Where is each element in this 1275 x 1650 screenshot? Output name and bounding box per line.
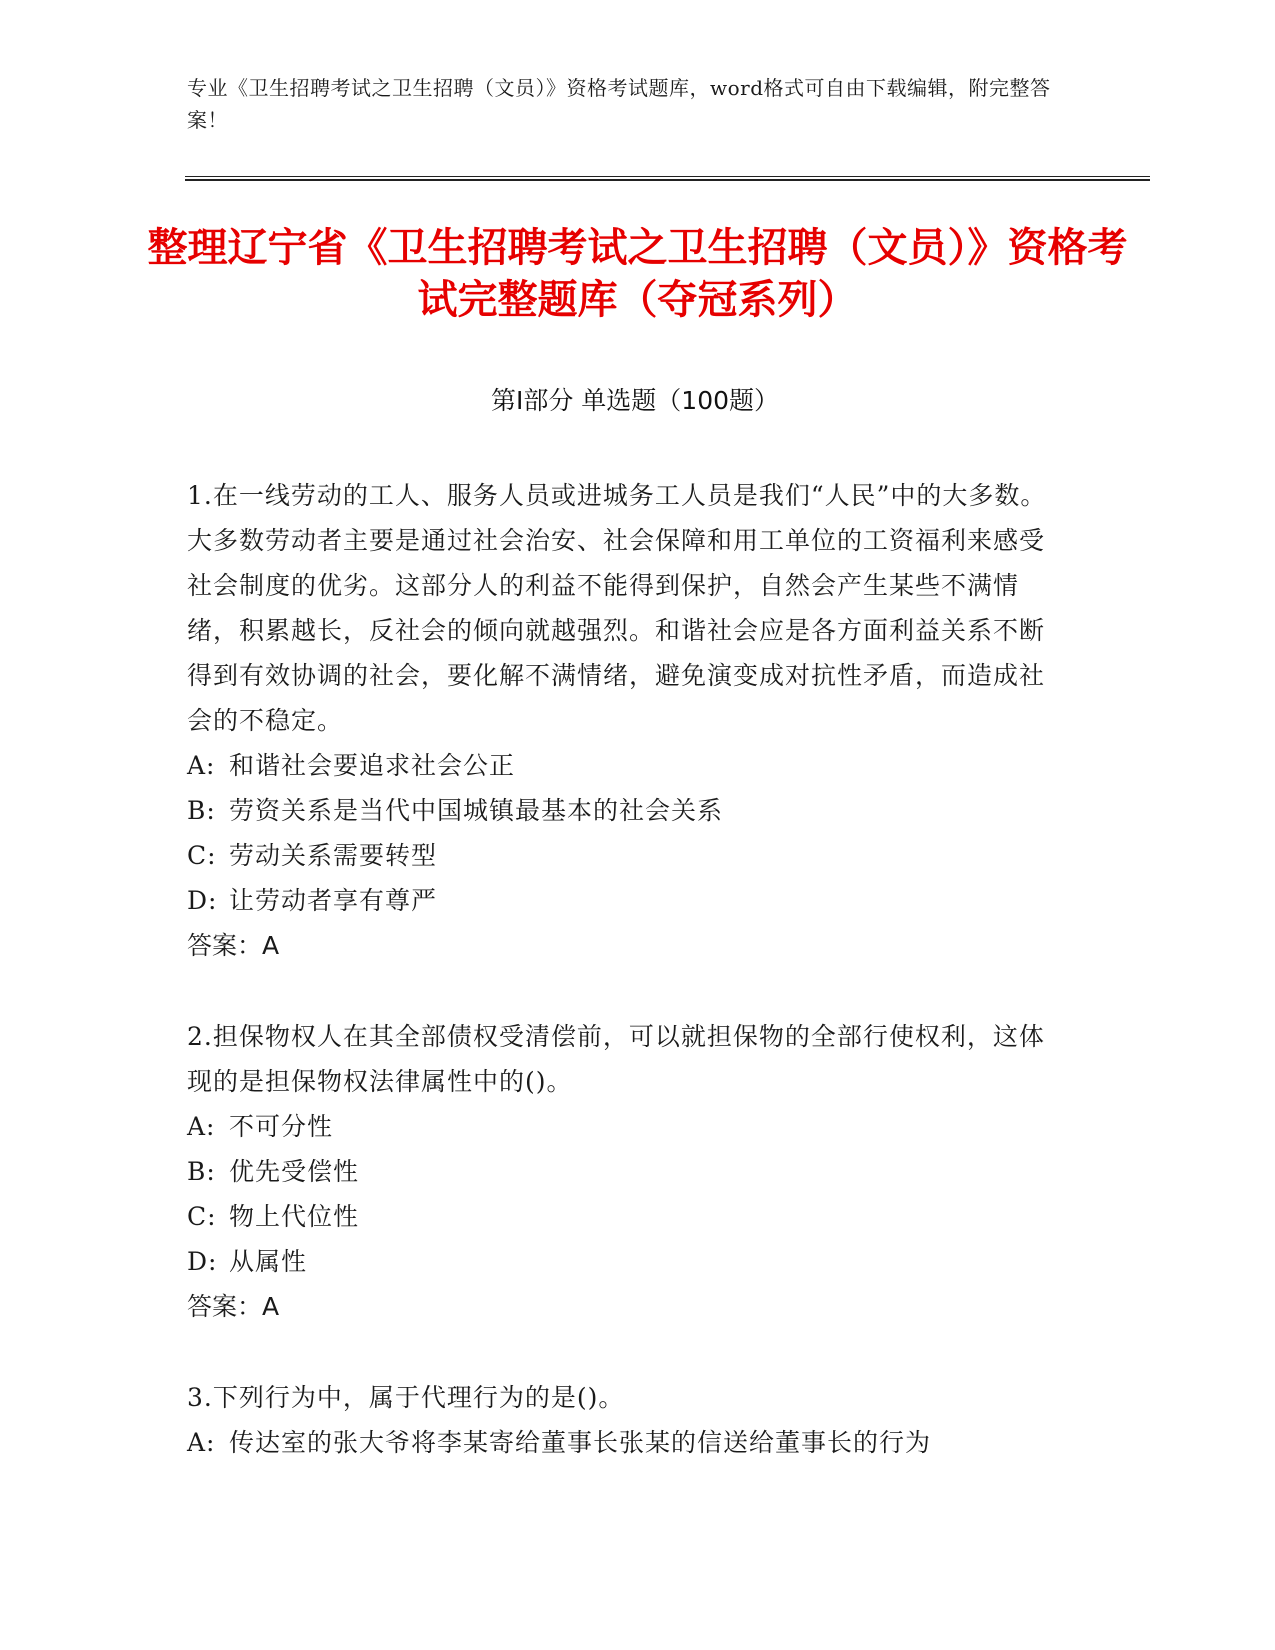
- option-letter: C:: [187, 841, 217, 870]
- option-text: 让劳动者享有尊严: [229, 886, 438, 915]
- option-letter: A:: [187, 1428, 216, 1457]
- option-letter: B:: [187, 1157, 216, 1186]
- option-text: 优先受偿性: [229, 1157, 360, 1186]
- option-d: [187, 1239, 1057, 1284]
- option-text: 劳动关系需要转型: [229, 841, 438, 870]
- option-text: 从属性: [229, 1247, 308, 1276]
- section-heading: 第Ⅰ部分 单选题（100题）: [490, 386, 780, 415]
- question-3: [187, 1375, 1057, 1465]
- answer: 答案：A: [187, 931, 280, 960]
- option-letter: A:: [187, 751, 216, 780]
- option-text: 劳资关系是当代中国城镇最基本的社会关系: [229, 796, 724, 825]
- option-a: [187, 1420, 1057, 1465]
- option-letter: A:: [187, 1112, 216, 1141]
- question-stem: 3.下列行为中，属于代理行为的是()。: [187, 1383, 625, 1412]
- question-stem: 2.担保物权人在其全部债权受清偿前，可以就担保物的全部行使权利，这体现的是担保物权法律属性中的()。: [187, 1022, 1045, 1096]
- header-divider: [185, 176, 1150, 181]
- option-letter: D:: [187, 1247, 218, 1276]
- question-list: [187, 473, 1057, 1511]
- option-text: 和谐社会要追求社会公正: [229, 751, 516, 780]
- option-b: [187, 1149, 1057, 1194]
- option-letter: C:: [187, 1202, 217, 1231]
- page-header: 专业《卫生招聘考试之卫生招聘（文员）》资格考试题库，word格式可自由下载编辑，附完整答案！: [187, 76, 1051, 132]
- option-a: [187, 743, 1057, 788]
- question-stem: 1.在一线劳动的工人、服务人员或进城务工人员是我们“人民”中的大多数。大多数劳动者主要是通过社会治安、社会保障和用工单位的工资福利来感受社会制度的优劣。这部分人的利益不能得到保护，自然会产生某些不满情绪，积累越长，反社会的倾向就越强烈。和谐社会应是各方面利益关系不断得到有效协调的社会，要化解不满情绪，避免演变成对抗性矛盾，而造成社会的不稳定。: [187, 481, 1047, 735]
- document-title: 整理辽宁省《卫生招聘考试之卫生招聘（文员）》资格考试完整题库（夺冠系列）: [147, 225, 1128, 323]
- option-a: [187, 1104, 1057, 1149]
- option-letter: B:: [187, 796, 216, 825]
- option-letter: D:: [187, 886, 218, 915]
- option-d: [187, 878, 1057, 923]
- question-1: [187, 473, 1057, 968]
- option-c: [187, 1194, 1057, 1239]
- option-text: 物上代位性: [229, 1202, 360, 1231]
- option-b: [187, 788, 1057, 833]
- question-2: [187, 1014, 1057, 1329]
- option-text: 不可分性: [229, 1112, 334, 1141]
- option-text: 传达室的张大爷将李某寄给董事长张某的信送给董事长的行为: [229, 1428, 932, 1457]
- option-c: [187, 833, 1057, 878]
- answer: 答案：A: [187, 1292, 280, 1321]
